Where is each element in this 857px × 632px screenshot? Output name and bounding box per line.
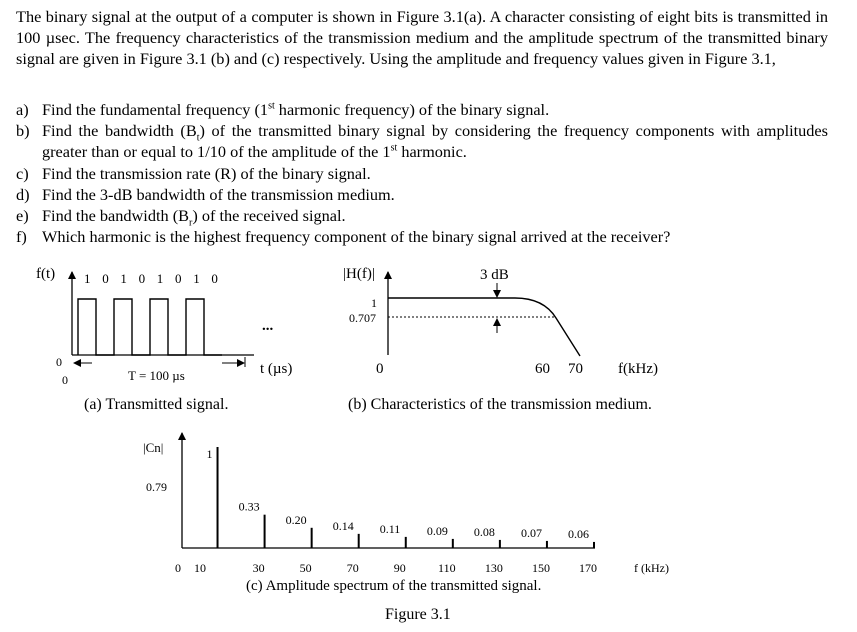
fig-c-x-tick-label: 90: [393, 561, 406, 575]
fig-c-x-tick-labels: [175, 561, 597, 575]
fig-c-caption: (c) Amplitude spectrum of the transmitted signal.: [246, 578, 542, 594]
fig-c-bar-label: 0.14: [332, 518, 354, 533]
fig-c-x-tick-label: 130: [484, 561, 503, 575]
fig-a-zero-y: 0: [56, 355, 62, 369]
fig-a-zero-x: 0: [62, 373, 68, 387]
fig-c-bar-label: 0.06: [568, 526, 589, 541]
fig-a-bit-label: 1: [84, 271, 91, 286]
question-a: a) Find the fundamental frequency (1st harmonic frequency) of the binary signal.: [16, 100, 550, 119]
fig-c-bar-label: 0.20: [285, 512, 307, 527]
fig-a-bit-label: 1: [193, 271, 200, 286]
question-label: c): [16, 163, 29, 183]
fig-a-bit-label: 0: [175, 271, 182, 286]
fig-c-bar-label: 0.08: [473, 524, 495, 539]
question-f: f) Which harmonic is the highest frequency component of the binary signal arrived at the receiver?: [16, 227, 671, 247]
fig-b-3db-label: 3 dB: [480, 267, 509, 283]
fig-c-x-tick-label: 30: [252, 561, 265, 575]
fig-b-response-curve: [388, 298, 580, 356]
question-label: d): [16, 184, 30, 204]
fig-a-xlabel: t (µs): [260, 361, 293, 377]
fig-c-x-tick-label: 150: [531, 561, 550, 575]
fig-c-xlabel: f (kHz): [634, 561, 669, 575]
question-label: b): [16, 121, 30, 141]
question-e: e) Find the bandwidth $(B_r)$ of the received signal.: [16, 206, 346, 229]
fig-b-x-60: 60: [535, 361, 550, 377]
fig-c-x-tick-label: 170: [579, 561, 597, 575]
fig-c-x-tick-label: 10: [194, 561, 206, 575]
fig-a-ellipsis: ...: [262, 318, 274, 334]
fig-c-x-tick-label: 0: [175, 561, 181, 575]
fig-c-bar-label: 0.09: [426, 523, 448, 538]
fig-b-xlabel: f(kHz): [618, 361, 658, 377]
fig-b-x-70: 70: [568, 361, 583, 377]
fig-c-bar-label: 0.07: [520, 525, 542, 540]
question-label: a): [16, 100, 29, 119]
fig-a-bit-label: 0: [211, 271, 218, 286]
fig-a-bit-label: 1: [120, 271, 127, 286]
fig-a-bit-label: 0: [102, 271, 109, 286]
fig-c-bar-label: 0.33: [238, 499, 260, 514]
problem-intro: The binary signal at the output of a computer is shown in Figure 3.1(a). A character consisting of eight bits is transmitted in 100 µsec. The frequency characteristics of the transmission medium and the amplitude spectrum of the transmitted binary signal are given in Figure 3.1 (b) and (c) respectively. Using the amplitude and frequency values given in Figure 3.1,: [16, 7, 828, 69]
figure-label: Figure 3.1: [385, 606, 451, 623]
fig-c-amplitude-spectrum: [143, 433, 669, 594]
fig-a-bit-label: 1: [156, 271, 164, 286]
fig-a-transmitted-signal: [36, 266, 292, 413]
fig-b-caption: (b) Characteristics of the transmission medium.: [348, 396, 652, 413]
question-b: b) Find the bandwidth $(B_t)$ of the transmitted binary signal by considering the frequency components with amplitudes greater than or equal to 1/10 of the amplitude of the 1st harmonic.: [16, 121, 828, 162]
fig-c-y-tick-079: 0.79: [146, 480, 167, 494]
fig-b-y-0707: 0.707: [349, 311, 376, 325]
fig-c-bar-label: 0.11: [379, 521, 401, 536]
fig-a-caption: (a) Transmitted signal.: [84, 396, 229, 413]
question-label: f): [16, 227, 27, 247]
fig-b-x-zero: 0: [376, 361, 384, 377]
fig-c-x-tick-label: 50: [299, 561, 312, 575]
fig-c-x-tick-label: 70: [346, 561, 359, 575]
question-d: d) Find the 3-dB bandwidth of the transmission medium.: [16, 184, 395, 204]
fig-b-channel-characteristics: [343, 266, 658, 413]
question-label: e): [16, 206, 29, 226]
fig-b-y-one: 1: [371, 296, 377, 310]
question-c: c) Find the transmission rate (R) of the binary signal.: [16, 163, 371, 183]
fig-c-x-tick-label: 110: [438, 561, 456, 575]
fig-a-waveform: [78, 299, 222, 355]
fig-a-bit-labels: [84, 271, 218, 286]
fig-a-ylabel: f(t): [36, 266, 56, 282]
fig-a-bit-label: 0: [138, 271, 146, 286]
fig-b-ylabel: |H(f)|: [343, 266, 375, 282]
fig-c-ylabel: |Cn|: [143, 440, 164, 455]
fig-c-bar-label: 1: [206, 447, 213, 461]
fig-a-period-label: T = 100 µs: [128, 368, 185, 383]
